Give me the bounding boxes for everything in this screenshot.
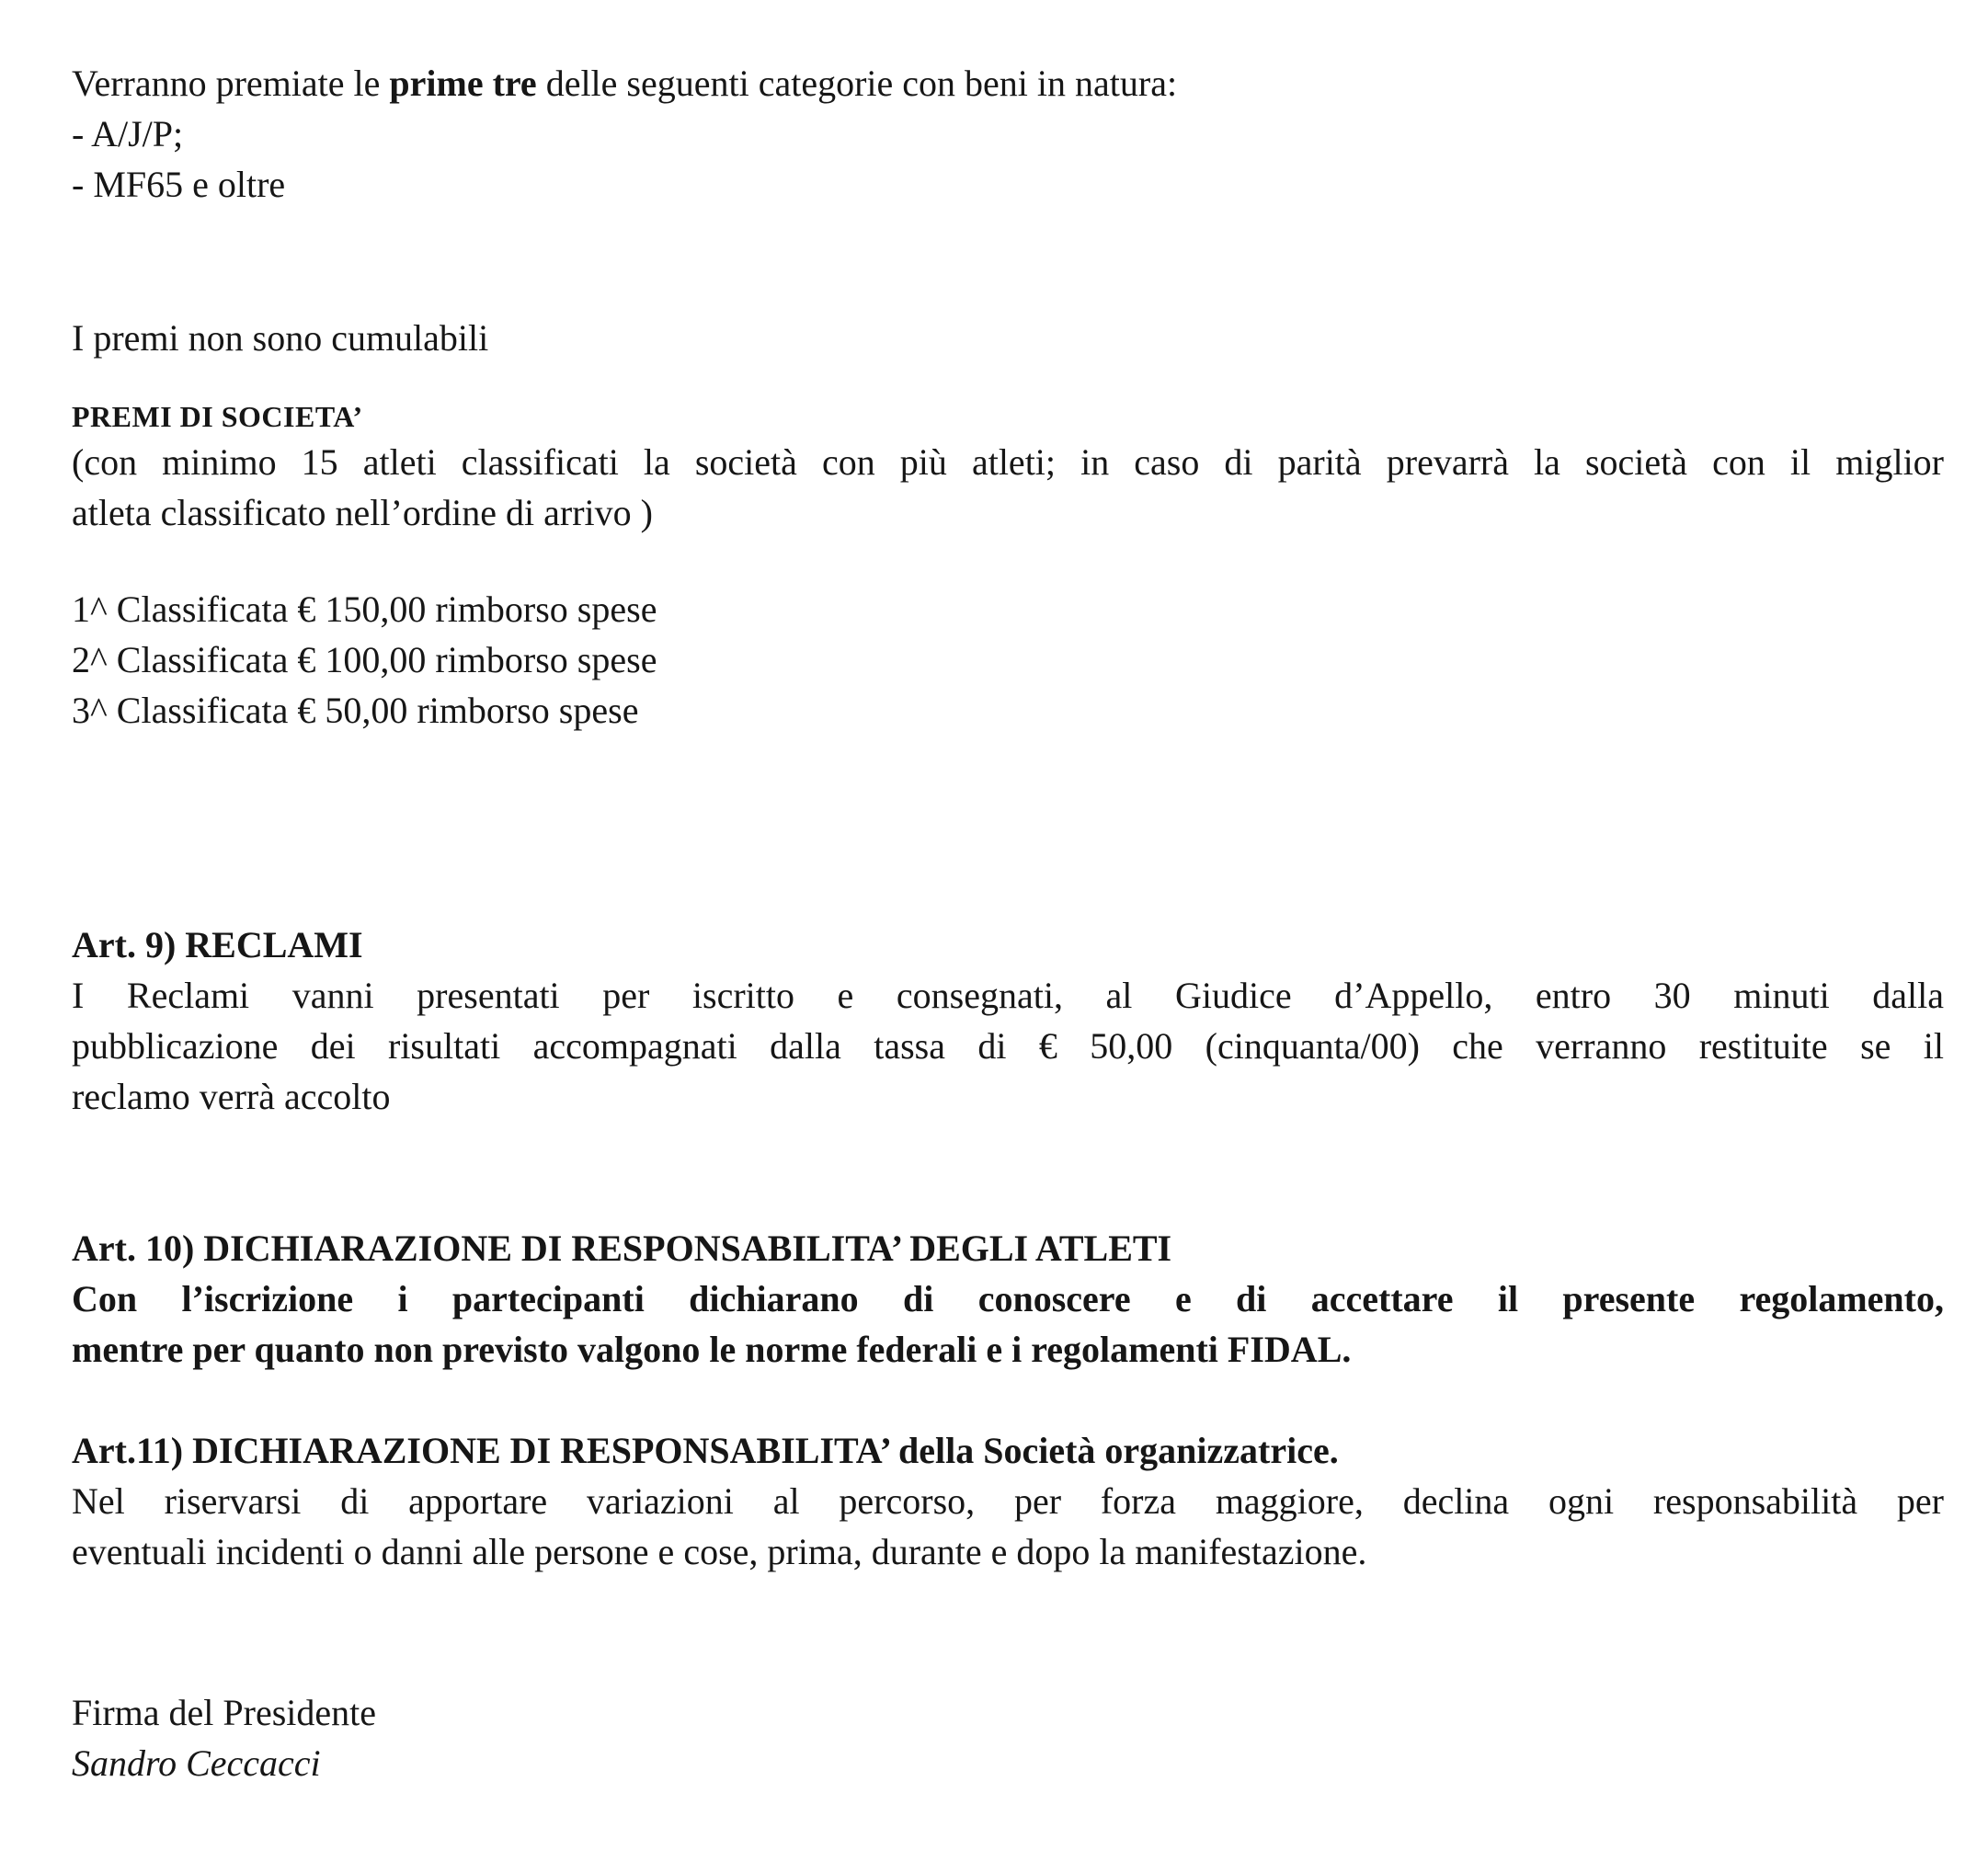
cumulative-note: I premi non sono cumulabili bbox=[72, 317, 489, 359]
team-prizes-heading: PREMI DI SOCIETA’ bbox=[72, 400, 363, 433]
article-9-body-line-1: I Reclami vanni presentati per iscritto e consegnati, al Giudice d’Appello, entro 30 minuti dalla bbox=[72, 975, 1944, 1016]
article-10-body-line-2: mentre per quanto non previsto valgono le norme federali e i regolamenti FIDAL. bbox=[72, 1329, 1352, 1370]
category-item-ajp: - A/J/P; bbox=[72, 113, 184, 154]
article-11 bbox=[72, 1425, 1944, 1577]
article-11-body-line-2: eventuali incidenti o danni alle persone e cose, prima, durante e dopo la manifestazione. bbox=[72, 1531, 1367, 1572]
article-9 bbox=[72, 919, 1944, 1122]
team-prizes-conditions-line-2: atleta classificato nell’ordine di arrivo ) bbox=[72, 492, 653, 533]
team-prizes-conditions-line-1: (con minimo 15 atleti classificati la società con più atleti; in caso di parità prevarrà la società con il miglior bbox=[72, 441, 1944, 483]
signature-label: Firma del Presidente bbox=[72, 1692, 377, 1733]
article-9-heading: Art. 9) RECLAMI bbox=[72, 924, 363, 965]
article-10-body-line-1: Con l’iscrizione i partecipanti dichiarano di conoscere e di accettare il presente regolamento, bbox=[72, 1278, 1944, 1319]
signature-name: Sandro Ceccacci bbox=[72, 1742, 321, 1784]
intro-line bbox=[72, 58, 1944, 108]
intro-tail-text: delle seguenti categorie con beni in natura: bbox=[536, 63, 1178, 104]
intro-paragraph bbox=[72, 58, 1944, 210]
team-prizes-conditions bbox=[72, 437, 1944, 538]
article-10 bbox=[72, 1223, 1944, 1375]
intro-lead-text: Verranno premiate le bbox=[72, 63, 390, 104]
ranking-row-3: 3^ Classificata € 50,00 rimborso spese bbox=[72, 690, 639, 731]
article-9-body-line-2: pubblicazione dei risultati accompagnati dalla tassa di € 50,00 (cinquanta/00) che verranno restituite se il bbox=[72, 1025, 1944, 1067]
article-11-heading: Art.11) DICHIARAZIONE DI RESPONSABILITA’ della Società organizzatrice. bbox=[72, 1430, 1339, 1471]
article-11-body-line-1: Nel riservarsi di apportare variazioni al percorso, per forza maggiore, declina ogni responsabilità per bbox=[72, 1480, 1944, 1522]
ranking-row-2: 2^ Classificata € 100,00 rimborso spese bbox=[72, 639, 657, 680]
category-item-mf65: - MF65 e oltre bbox=[72, 164, 286, 205]
article-10-heading: Art. 10) DICHIARAZIONE DI RESPONSABILITA’ DEGLI ATLETI bbox=[72, 1228, 1172, 1269]
ranking-row-1: 1^ Classificata € 150,00 rimborso spese bbox=[72, 588, 657, 630]
signature-block bbox=[72, 1687, 1944, 1788]
intro-emphasis-text: prime tre bbox=[389, 63, 537, 104]
article-9-body-line-3: reclamo verrà accolto bbox=[72, 1076, 391, 1117]
team-prizes-rankings bbox=[72, 584, 1944, 736]
